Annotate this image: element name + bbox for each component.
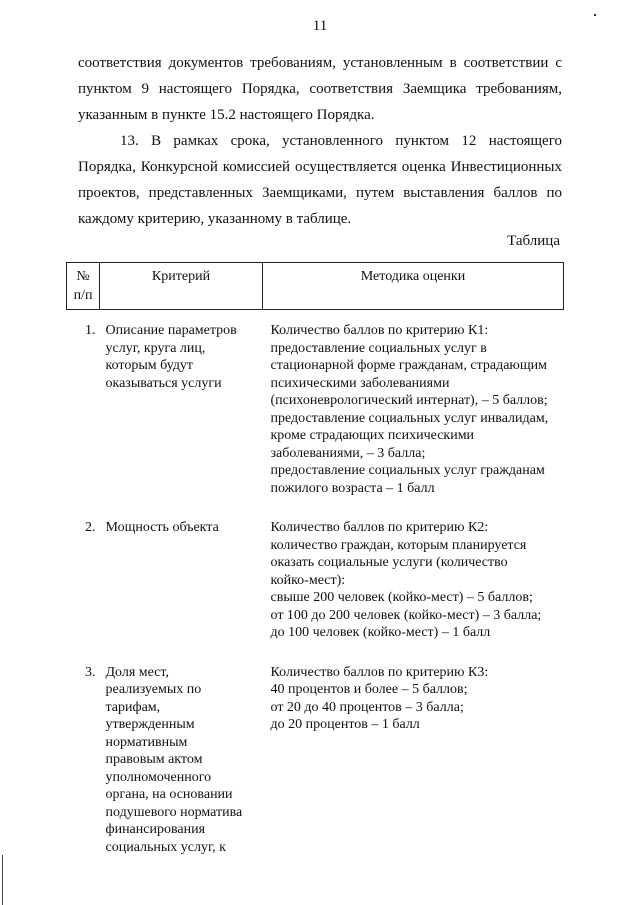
method-line: предоставление социальных услуг инвалидам, [270, 410, 549, 426]
criterion-line: нормативным [105, 734, 188, 750]
method-line: кроме страдающих психическими [270, 428, 475, 443]
table-row [67, 310, 564, 520]
row-number: 3. [85, 664, 96, 680]
criterion-line: финансирования [105, 822, 206, 837]
method-line: предоставление социальных услуг гражданам [270, 463, 545, 478]
method-line: от 20 до 40 процентов – 3 балла; [270, 699, 464, 715]
method-line: предоставление социальных услуг в [270, 340, 487, 356]
table-row [67, 664, 564, 879]
row-number: 1. [85, 323, 96, 338]
method-line: от 100 до 200 человек (койко-мест) – 3 балла; [270, 607, 542, 623]
criterion-line: Мощность объекта [105, 520, 219, 535]
table-body [67, 310, 564, 879]
row-method [263, 519, 564, 664]
intro-paragraph-2: 13. В рамках срока, установленного пунктом 12 настоящего Порядка, Конкурсной комиссией осуществляется оценка Инвестиционных проектов, представленных Заемщиками, путем выставления баллов по каждому критерию, указанному в таблице. [78, 133, 562, 227]
row-criterion [100, 519, 263, 664]
criterion-line: социальных услуг, к [105, 839, 226, 855]
method-line: 40 процентов и более – 5 баллов; [270, 682, 468, 697]
criterion-line: органа, на основании [105, 787, 233, 802]
method-line: Количество баллов по критерию К2: [270, 520, 489, 535]
criterion-line: оказываться услуги [105, 375, 222, 391]
criteria-table [66, 262, 564, 878]
table-header-row [67, 263, 564, 310]
intro-paragraph-1: соответствия документов требованиям, установленным в соответствии с пунктом 9 настоящего Порядка, соответствия Заемщика требованиям, указанным в пункте 15.2 настоящего Порядка. [78, 55, 562, 123]
criterion-line: правовым актом [105, 752, 203, 767]
row-number: 2. [85, 520, 96, 535]
table-caption: Таблица [507, 233, 560, 249]
row-method [263, 310, 564, 520]
header-number [67, 263, 100, 310]
method-line: заболеваниями, – 3 балла; [270, 445, 426, 461]
header-method: Методика оценки [263, 263, 564, 310]
method-line: Количество баллов по критерию К3: [270, 664, 489, 680]
method-line: пожилого возраста – 1 балл [270, 480, 435, 496]
method-line: (психоневрологический интернат), – 5 баллов; [270, 393, 548, 408]
method-line: оказать социальные услуги (количество [270, 555, 508, 570]
row-criterion [100, 664, 263, 879]
method-line: койко-мест): [270, 572, 346, 588]
header-number-line1: № [76, 269, 90, 284]
criterion-line: Доля мест, [105, 664, 169, 680]
method-line: психическими заболеваниями [270, 375, 450, 391]
method-line: до 20 процентов – 1 балл [270, 717, 420, 732]
scan-mark [594, 14, 596, 16]
criterion-line: которым будут [105, 358, 194, 373]
criterion-line: уполномоченного [105, 769, 212, 785]
criterion-line: Описание параметров [105, 323, 237, 338]
header-number-line2: п/п [73, 288, 93, 303]
method-line: стационарной форме гражданам, страдающим [270, 358, 547, 373]
criterion-line: реализуемых по [105, 682, 202, 697]
row-criterion [100, 310, 263, 520]
page-number: 11 [312, 18, 328, 34]
criterion-line: тарифам, [105, 699, 161, 715]
method-line: свыше 200 человек (койко-мест) – 5 баллов; [270, 590, 533, 605]
criterion-line: услуг, круга лиц, [105, 340, 206, 356]
criterion-line: подушевого норматива [105, 804, 243, 820]
table-row [67, 519, 564, 664]
criterion-line: утвержденным [105, 717, 195, 732]
header-criterion: Критерий [100, 263, 263, 310]
scan-edge [2, 855, 3, 905]
row-method [263, 664, 564, 879]
method-line: до 100 человек (койко-мест) – 1 балл [270, 625, 491, 640]
method-line: Количество баллов по критерию К1: [270, 323, 489, 338]
method-line: количество граждан, которым планируется [270, 537, 527, 553]
intro-text [78, 50, 562, 232]
